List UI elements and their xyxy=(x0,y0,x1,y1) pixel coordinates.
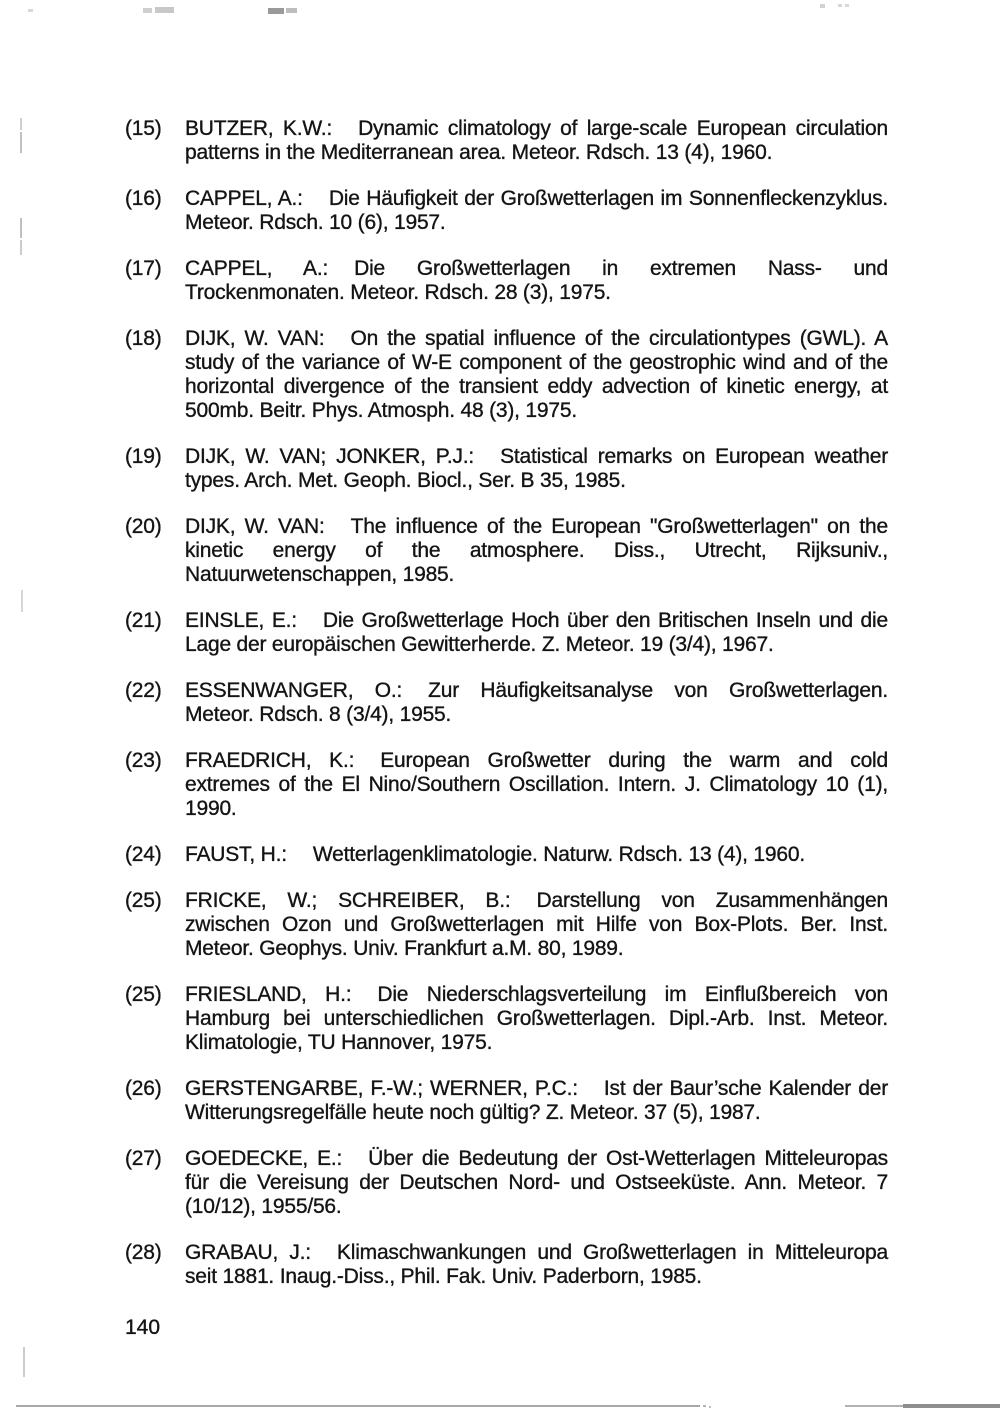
reference-entry xyxy=(125,983,889,1055)
scan-artifact xyxy=(21,590,23,612)
reference-number: (25) xyxy=(125,983,162,1006)
reference-number: (23) xyxy=(125,749,162,772)
reference-body: Zur Häufigkeitsanalyse von Großwetterlagen. Meteor. Rdsch. 8 (3/4), 1955. xyxy=(185,679,889,726)
reference-text xyxy=(185,679,888,727)
reference-number: (21) xyxy=(125,609,162,632)
scan-artifact xyxy=(23,1347,25,1377)
reference-entry xyxy=(125,679,889,727)
reference-number: (15) xyxy=(125,117,162,140)
reference-entry xyxy=(125,1241,888,1289)
reference-entry xyxy=(125,1147,888,1219)
reference-number: (17) xyxy=(125,257,162,280)
reference-author: DIJK, W. VAN; JONKER, P.J.: xyxy=(185,445,475,468)
reference-list xyxy=(125,117,889,1311)
scan-artifact xyxy=(20,240,22,255)
scan-artifact xyxy=(16,1405,700,1407)
reference-number: (25) xyxy=(125,889,162,912)
scan-artifact xyxy=(903,1404,1000,1408)
scan-artifact xyxy=(286,8,297,13)
reference-body: Die Großwetterlage Hoch über den Britischen Inseln und die Lage der europäischen Gewitterherde. Z. Meteor. 19 (3/4), 1967. xyxy=(185,609,888,656)
reference-entry xyxy=(125,515,888,587)
reference-entry xyxy=(125,843,888,867)
reference-number: (28) xyxy=(125,1241,162,1264)
reference-author: DIJK, W. VAN: xyxy=(185,515,325,538)
scan-artifact xyxy=(703,1405,706,1407)
reference-text xyxy=(185,1077,888,1125)
reference-body: On the spatial influence of the circulationtypes (GWL). A study of the variance of W-E component of the geostrophic wind and of the horizontal divergence of the transient eddy advection of kinetic energy, at 500mb. Beitr. Phys. Atmosph. 48 (3), 1975. xyxy=(185,327,888,422)
reference-number: (18) xyxy=(125,327,162,350)
reference-entry xyxy=(125,187,889,235)
reference-author: GOEDECKE, E.: xyxy=(185,1147,343,1170)
reference-number: (20) xyxy=(125,515,162,538)
scan-artifact xyxy=(709,1406,711,1408)
reference-author: DIJK, W. VAN: xyxy=(185,327,325,350)
reference-text xyxy=(185,327,888,423)
reference-author: EINSLE, E.: xyxy=(185,609,297,632)
reference-author: BUTZER, K.W.: xyxy=(185,117,333,140)
reference-body: Wetterlagenklimatologie. Naturw. Rdsch. 13 (4), 1960. xyxy=(312,843,805,866)
reference-text xyxy=(185,889,888,961)
reference-author: CAPPEL, A.: xyxy=(185,257,329,280)
reference-body: Statistical remarks on European weather types. Arch. Met. Geoph. Biocl., Ser. B 35, 1985. xyxy=(185,445,888,492)
reference-number: (16) xyxy=(125,187,162,210)
reference-entry xyxy=(125,609,888,657)
reference-body: Die Großwetterlagen in extremen Nass- und Trockenmonaten. Meteor. Rdsch. 28 (3), 1975. xyxy=(185,257,888,304)
reference-body: Klimaschwankungen und Großwetterlagen in Mitteleuropa seit 1881. Inaug.-Diss., Phil. Fak. Univ. Paderborn, 1985. xyxy=(185,1241,888,1288)
reference-body: Dynamic climatology of large-scale European circulation patterns in the Mediterranean area. Meteor. Rdsch. 13 (4), 1960. xyxy=(185,117,888,164)
scan-artifact xyxy=(838,4,842,7)
reference-text xyxy=(185,609,888,657)
reference-author: FRIESLAND, H.: xyxy=(185,983,352,1006)
reference-entry xyxy=(125,1077,888,1125)
reference-body: Die Häufigkeit der Großwetterlagen im Sonnenfleckenzyklus. Meteor. Rdsch. 10 (6), 1957. xyxy=(185,187,889,234)
reference-body: Über die Bedeutung der Ost-Wetterlagen Mitteleuropas für die Vereisung der Deutschen Nord- und Ostseeküste. Ann. Meteor. 7 (10/12), 1955/56. xyxy=(185,1147,888,1218)
scan-artifact xyxy=(845,1405,903,1407)
scan-artifact xyxy=(143,8,152,13)
reference-body: Ist der Baur’sche Kalender der Witterungsregelfälle heute noch gültig? Z. Meteor. 37 (5), 1987. xyxy=(185,1077,888,1124)
reference-entry xyxy=(125,327,888,423)
reference-text xyxy=(185,257,888,305)
reference-author: CAPPEL, A.: xyxy=(185,187,303,210)
scan-artifact xyxy=(20,218,22,238)
scan-artifact xyxy=(820,4,825,8)
reference-text xyxy=(185,515,888,587)
scan-artifact xyxy=(28,9,33,12)
reference-author: GERSTENGARBE, F.-W.; WERNER, P.C.: xyxy=(185,1077,578,1100)
reference-author: GRABAU, J.: xyxy=(185,1241,311,1264)
reference-entry xyxy=(125,117,888,165)
reference-author: FRICKE, W.; SCHREIBER, B.: xyxy=(185,889,511,912)
reference-body: Die Niederschlagsverteilung im Einflußbereich von Hamburg bei unterschiedlichen Großwetterlagen. Dipl.-Arb. Inst. Meteor. Klimatologie, TU Hannover, 1975. xyxy=(185,983,889,1054)
reference-body: European Großwetter during the warm and cold extremes of the El Nino/Southern Oscillation. Intern. J. Climatology 10 (1), 1990. xyxy=(185,749,888,820)
reference-text xyxy=(185,983,888,1055)
scan-artifact xyxy=(845,4,849,7)
reference-number: (26) xyxy=(125,1077,162,1100)
reference-entry xyxy=(125,257,888,305)
reference-entry xyxy=(125,445,888,493)
reference-number: (27) xyxy=(125,1147,162,1170)
scan-artifact xyxy=(268,8,284,14)
reference-body: Darstellung von Zusammenhängen zwischen Ozon und Großwetterlagen mit Hilfe von Box-Plots. Ber. Inst. Meteor. Geophys. Univ. Frankfurt a.M. 80, 1989. xyxy=(185,889,889,960)
reference-author: FAUST, H.: xyxy=(185,843,287,866)
reference-text xyxy=(185,1241,888,1289)
reference-entry xyxy=(125,889,889,961)
reference-number: (24) xyxy=(125,843,162,866)
reference-text xyxy=(185,843,888,867)
reference-number: (22) xyxy=(125,679,162,702)
reference-text xyxy=(185,1147,888,1219)
page-number: 140 xyxy=(125,1316,161,1339)
reference-author: ESSENWANGER, O.: xyxy=(185,679,403,702)
reference-body: The influence of the European "Großwetterlagen" on the kinetic energy of the atmosphere. Diss., Utrecht, Rijksuniv., Natuurwetenschappen, 1985. xyxy=(185,515,888,586)
reference-number: (19) xyxy=(125,445,162,468)
scan-artifact xyxy=(20,118,22,130)
reference-text xyxy=(185,117,888,165)
scan-artifact xyxy=(20,132,22,153)
scan-artifact xyxy=(155,7,174,13)
reference-text xyxy=(185,187,888,235)
reference-entry xyxy=(125,749,888,821)
reference-text xyxy=(185,749,888,821)
reference-text xyxy=(185,445,888,493)
reference-author: FRAEDRICH, K.: xyxy=(185,749,355,772)
